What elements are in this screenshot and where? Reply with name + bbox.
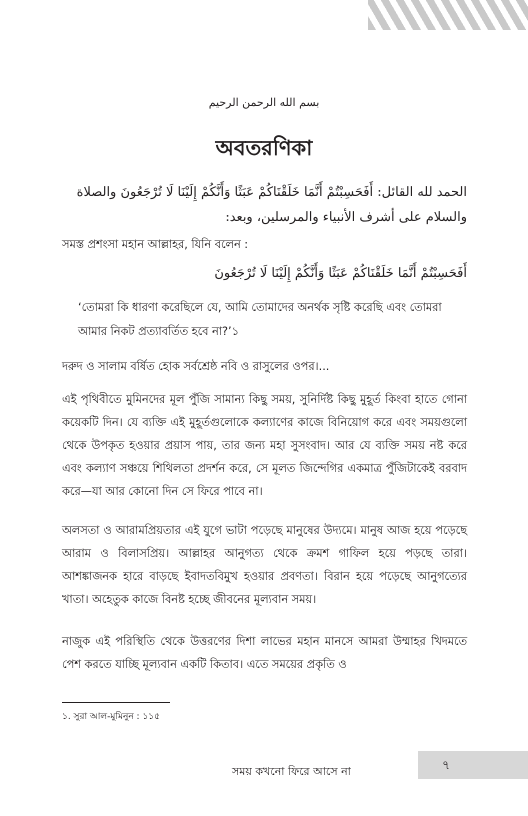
paragraph-3: নাজুক এই পরিস্থিতি থেকে উত্তরণের দিশা লাভের মহান মানসে আমরা উম্মাহর খিদমতে পেশ করতে যাচ্ছি মূল্যবান একটি কিতাব। এতে সময়ের প্রকৃতি ও	[62, 635, 467, 671]
page-number: ৭	[442, 758, 450, 772]
footnote-divider	[62, 702, 170, 703]
running-footer-title: সময় কখনো ফিরে আসে না	[232, 765, 351, 778]
praise-line: সমস্ত প্রশংসা মহান আল্লাহর, যিনি বলেন :	[62, 238, 249, 251]
paragraph-2: অলসতা ও আরামপ্রিয়তার এই যুগে ভাটা পড়েছে মানুষের উদ্যমে। মানুষ আজ হয়ে পড়েছে আরাম ও বিলাসপ্রিয়। আল্লাহর আনুগত্য থেকে ক্রমশ গাফিল হয়ে পড়ছে তারা। আশঙ্কাজনক হারে বাড়ছে ইবাদতবিমুখ হওয়ার প্রবণতা। বিরান হয়ে পড়েছে আনুগত্যের খাতা। অহেতুক কাজে বিনষ্ট হচ্ছে জীবনের মূল্যবান সময়।	[62, 524, 467, 606]
arabic-intro-text: الحمد لله القائل: أَفَحَسِبْتُمْ أَنَّمَا خَلَقْنَاكُمْ عَبَثًا وَأَنَّكُمْ إِلَيْنَا لَا تُرْجَعُونَ والصلاة والسلام على أشرف الأنبياء والمرسلين، وبعد:	[76, 185, 467, 225]
verse-translation: ‘তোমরা কি ধারণা করেছিলে যে, আমি তোমাদের অনর্থক সৃষ্টি করেছি এবং তোমরা আমার নিকট প্রত্যাবর্তিত হবে না?’১	[78, 301, 442, 338]
bismillah-calligraphy: بسم الله الرحمن الرحيم	[208, 96, 320, 109]
durood-line: দরুদ ও সালাম বর্ষিত হোক সর্বশ্রেষ্ঠ নবি ও রাসুলের ওপর।...	[62, 360, 330, 373]
corner-stripes-decoration	[368, 0, 528, 30]
page-number-tab	[418, 751, 528, 779]
paragraph-1: এই পৃথিবীতে মুমিনদের মূল পুঁজি সামান্য কিছু সময়, সুনির্দিষ্ট কিছু মুহূর্ত কিংবা হাতে গোনা কয়েকটি দিন। যে ব্যক্তি এই মুহূর্তগুলোকে কল্যাণের কাজে বিনিয়োগ করে এবং সময়গুলো থেকে উপকৃত হওয়ার প্রয়াস পায়, তার জন্য মহা সুসংবাদ। আর যে ব্যক্তি সময় নষ্ট করে এবং কল্যাণ সঞ্চয়ে শিথিলতা প্রদর্শন করে, সে মূলত জিন্দেগির একমাত্র পুঁজিটাকেই বরবাদ করে—যা আর কোনো দিন সে ফিরে পাবে না।	[62, 393, 467, 498]
footnote: ১. সুরা আল-মুমিনুন : ১১৫	[62, 712, 160, 722]
arabic-verse: أَفَحَسِبْتُمْ أَنَّمَا خَلَقْنَاكُمْ عَبَثًا وَأَنَّكُمْ إِلَيْنَا لَا تُرْجَعُونَ	[214, 266, 467, 281]
chapter-title: অবতরণিকা	[215, 136, 313, 160]
